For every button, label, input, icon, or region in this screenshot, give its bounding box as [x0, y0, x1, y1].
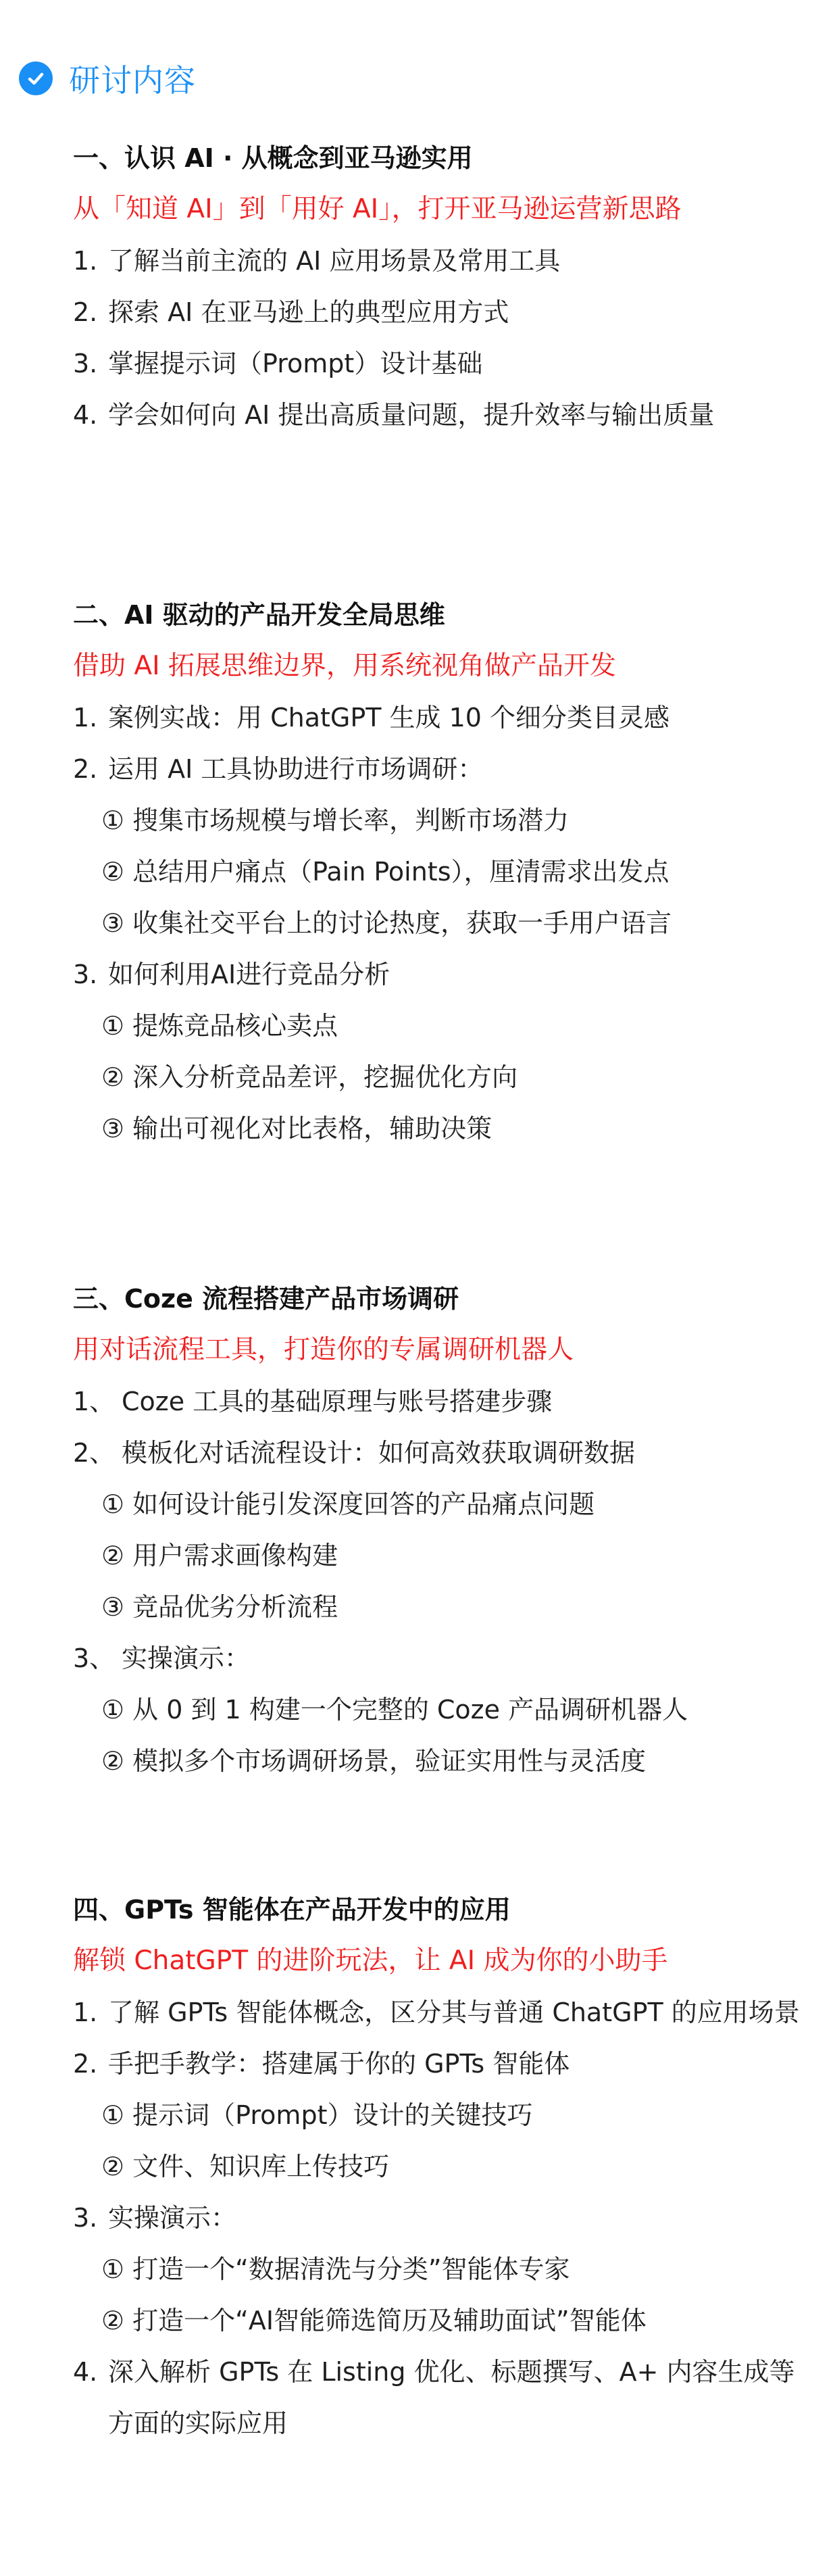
sub-list-item: ③ 输出可视化对比表格，辅助决策 [101, 1114, 492, 1143]
list-item [73, 338, 803, 389]
list-item-number: 3、 [73, 1643, 116, 1673]
list-item-number: 4. [73, 400, 98, 430]
sub-list-item: ① 如何设计能引发深度回答的产品痛点问题 [101, 1489, 595, 1519]
sub-list-item: ③ 竞品优劣分析流程 [101, 1592, 338, 1622]
sub-list-item: ① 打造一个“数据清洗与分类”智能体专家 [101, 2254, 570, 2284]
section-title: 一、认识 AI · 从概念到亚马逊实用 [73, 143, 473, 173]
list-item-number: 1. [73, 246, 98, 276]
list-item [73, 2346, 803, 2449]
topic-section [73, 132, 803, 441]
sub-list-item: ① 从 0 到 1 构建一个完整的 Coze 产品调研机器人 [101, 1695, 688, 1725]
section-title: 三、Coze 流程搭建产品市场调研 [73, 1284, 459, 1314]
list-item-number: 2. [73, 754, 98, 784]
list-item-text: 如何利用AI进行竞品分析 [108, 960, 390, 989]
sub-list-item: ① 提炼竞品核心卖点 [101, 1011, 338, 1041]
check-circle-icon [19, 61, 53, 95]
list-item [73, 1987, 803, 2038]
topic-section [73, 589, 803, 1154]
sub-list-item: ② 打造一个“AI智能筛选简历及辅助面试”智能体 [101, 2306, 647, 2335]
list-item [73, 235, 803, 287]
list-item [73, 389, 803, 441]
list-item [73, 2192, 803, 2244]
list-item-text: 掌握提示词（Prompt）设计基础 [108, 349, 483, 378]
list-item-number: 3. [73, 960, 98, 989]
list-item [73, 287, 803, 338]
list-item-text: 深入解析 GPTs 在 Listing 优化、标题撰写、A+ 内容生成等方面的实际应用 [108, 2357, 795, 2438]
list-item-text: 探索 AI 在亚马逊上的典型应用方式 [108, 297, 509, 327]
list-item-number: 3. [73, 2203, 98, 2233]
list-item-number: 2. [73, 2049, 98, 2079]
section-header [19, 57, 196, 100]
sub-list-item: ② 用户需求画像构建 [101, 1541, 338, 1570]
sub-list-item: ① 提示词（Prompt）设计的关键技巧 [101, 2100, 533, 2130]
list-item-text: Coze 工具的基础原理与账号搭建步骤 [122, 1387, 553, 1416]
list-item-text: 模板化对话流程设计：如何高效获取调研数据 [122, 1438, 636, 1468]
list-item [73, 743, 803, 795]
list-item-number: 1. [73, 703, 98, 733]
sub-list-item: ③ 收集社交平台上的讨论热度，获取一手用户语言 [101, 908, 672, 938]
list-item-number: 2、 [73, 1438, 116, 1468]
list-item-text: 了解 GPTs 智能体概念，区分其与普通 ChatGPT 的应用场景 [108, 1998, 800, 2027]
list-item [73, 2038, 803, 2089]
section-title: 四、GPTs 智能体在产品开发中的应用 [73, 1895, 511, 1925]
page-title: 研讨内容 [69, 62, 196, 99]
list-item [73, 692, 803, 743]
sub-list-item: ① 搜集市场规模与增长率，判断市场潜力 [101, 806, 570, 835]
section-subtitle: 用对话流程工具，打造你的专属调研机器人 [73, 1335, 574, 1365]
list-item-number: 2. [73, 297, 98, 327]
sub-list-item: ② 总结用户痛点（Pain Points），厘清需求出发点 [101, 857, 669, 887]
section-subtitle: 借助 AI 拓展思维边界，用系统视角做产品开发 [73, 651, 616, 681]
section-subtitle: 解锁 ChatGPT 的进阶玩法，让 AI 成为你的小助手 [73, 1946, 668, 1976]
list-item-text: 了解当前主流的 AI 应用场景及常用工具 [108, 246, 561, 276]
list-item [73, 1633, 803, 1684]
list-item-text: 运用 AI 工具协助进行市场调研： [108, 754, 484, 784]
sub-list-item: ② 模拟多个市场调研场景，验证实用性与灵活度 [101, 1746, 647, 1776]
list-item-number: 3. [73, 349, 98, 378]
list-item [73, 949, 803, 1000]
list-item-number: 1. [73, 1998, 98, 2027]
section-title: 二、AI 驱动的产品开发全局思维 [73, 600, 445, 630]
list-item [73, 1376, 803, 1427]
list-item-number: 4. [73, 2357, 98, 2387]
list-item-text: 实操演示： [108, 2203, 237, 2233]
sub-list-item: ② 文件、知识库上传技巧 [101, 2152, 390, 2181]
list-item-number: 1、 [73, 1387, 116, 1416]
list-item-text: 实操演示： [122, 1643, 251, 1673]
topic-section [73, 1273, 803, 1787]
topic-section [73, 1884, 803, 2449]
list-item [73, 1427, 803, 1479]
sub-list-item: ② 深入分析竞品差评，挖掘优化方向 [101, 1062, 518, 1092]
list-item-text: 案例实战：用 ChatGPT 生成 10 个细分类目灵感 [108, 703, 670, 733]
list-item-text: 手把手教学：搭建属于你的 GPTs 智能体 [108, 2049, 570, 2079]
section-subtitle: 从「知道 AI」到「用好 AI」，打开亚马逊运营新思路 [73, 194, 682, 224]
list-item-text: 学会如何向 AI 提出高质量问题，提升效率与输出质量 [108, 400, 715, 430]
